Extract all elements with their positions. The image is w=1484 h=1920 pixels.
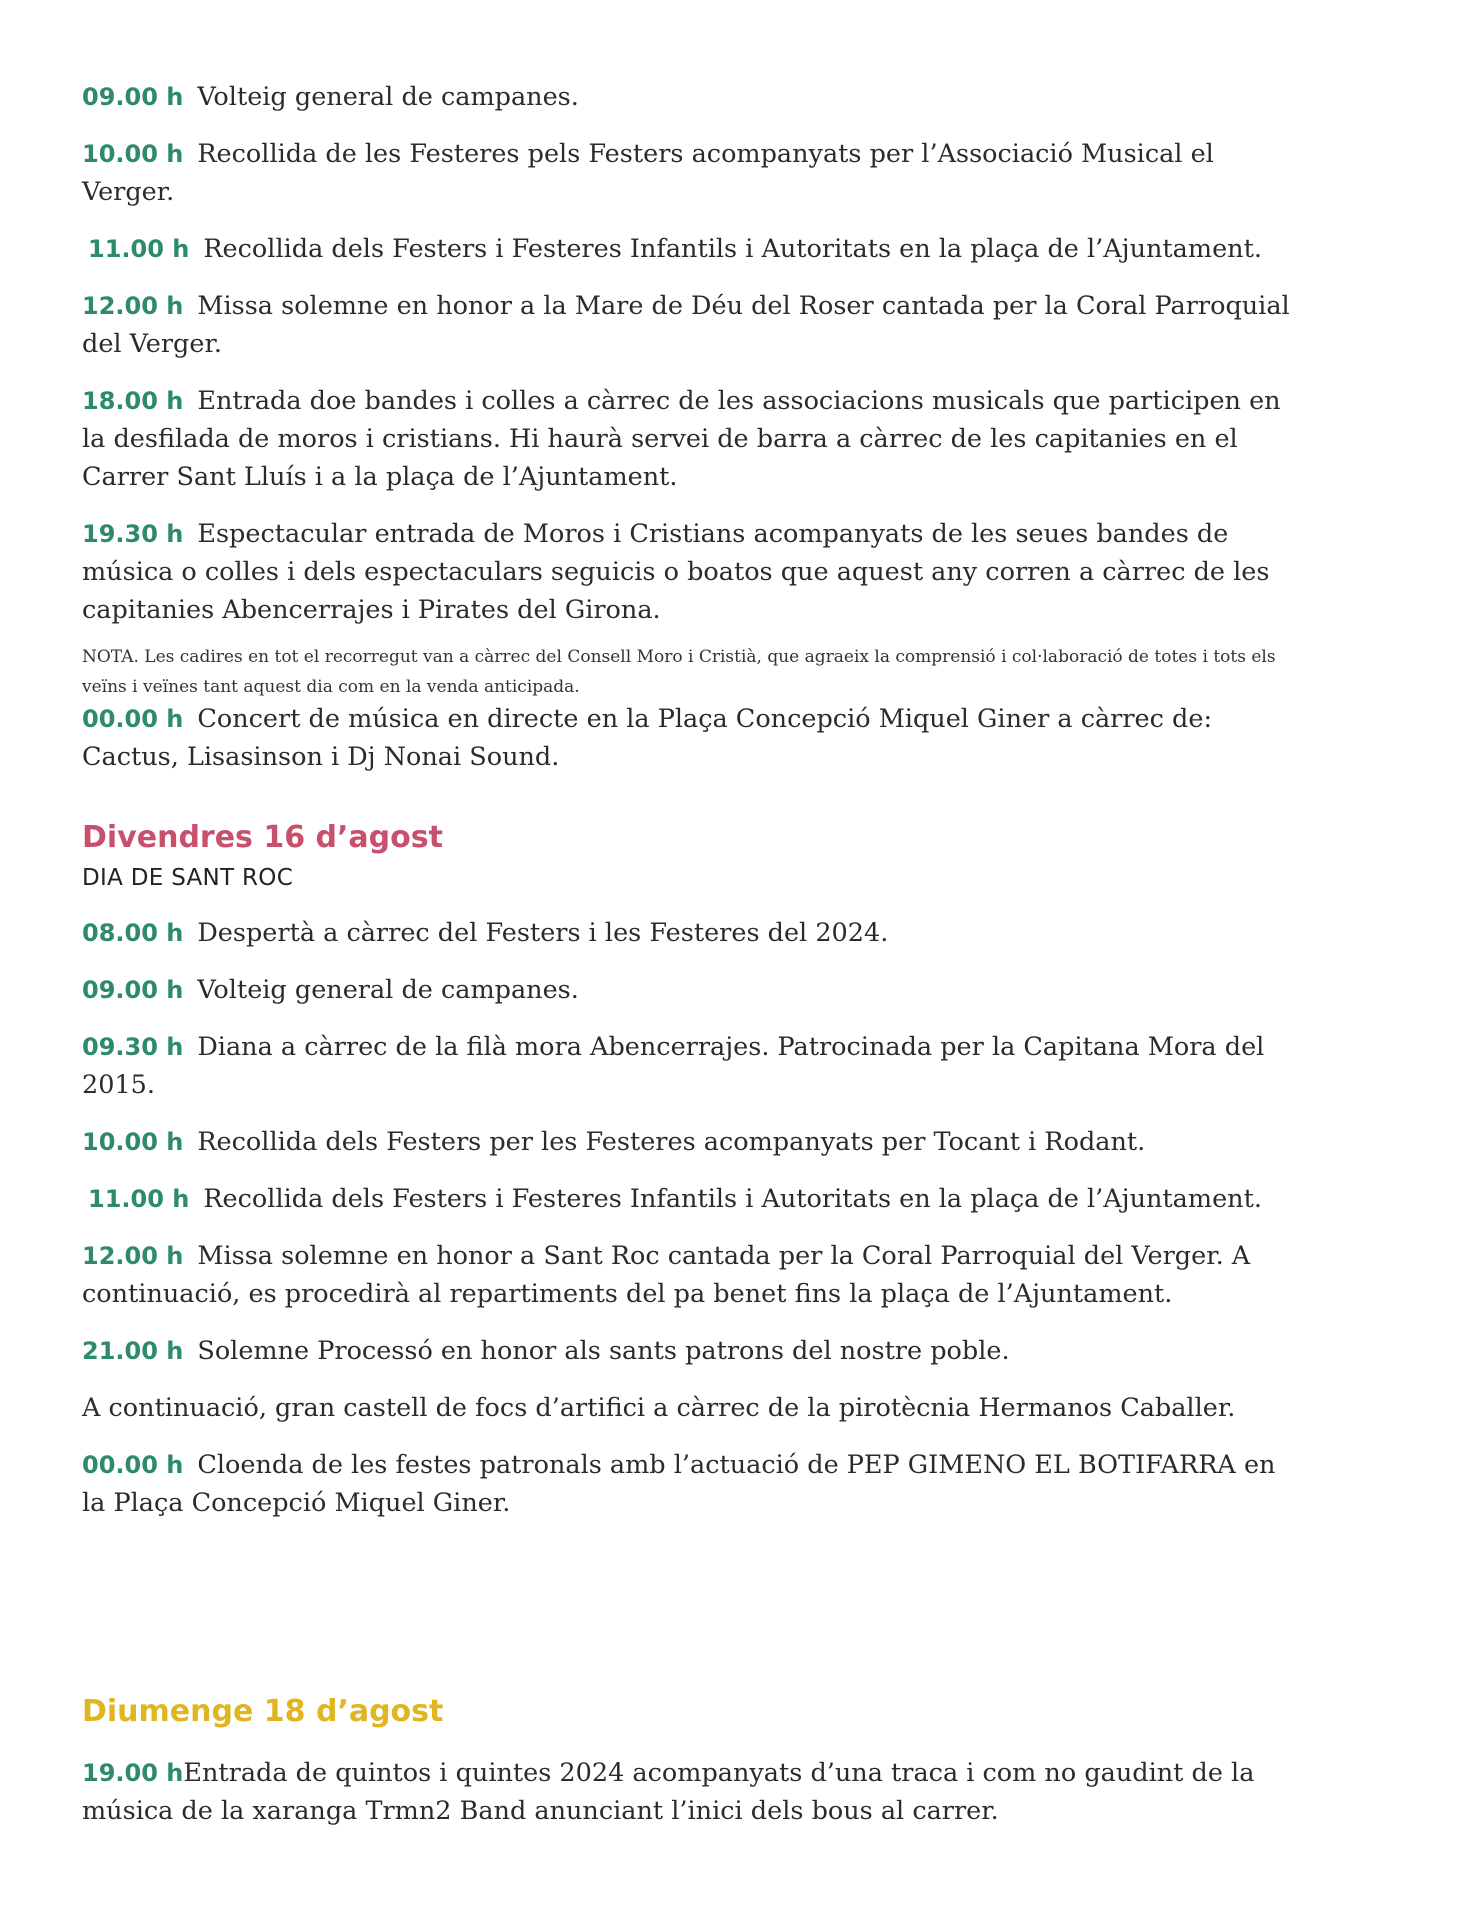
entry-time: 08.00 h bbox=[82, 919, 184, 947]
entry-time: 19.30 h bbox=[82, 520, 184, 548]
day-heading: Diumenge 18 d’agost bbox=[82, 1694, 444, 1729]
schedule-entry bbox=[82, 1446, 1292, 1522]
entry-text: Missa solemne en honor a Sant Roc cantada per la Coral Parroquial del Verger. A continuació, es procedirà al repartiments del pa benet fins la plaça de l’Ajuntament. bbox=[82, 1241, 1251, 1309]
schedule-entry bbox=[82, 382, 1292, 496]
entry-text: Diana a càrrec de la filà mora Abencerrajes. Patrocinada per la Capitana Mora del 2015. bbox=[82, 1032, 1265, 1100]
schedule-entry bbox=[82, 1332, 1292, 1370]
entry-text: Recollida dels Festers i Festeres Infantils i Autoritats en la plaça de l’Ajuntament. bbox=[203, 1184, 1262, 1214]
schedule-entry bbox=[82, 230, 1292, 268]
entry-text: Solemne Processó en honor als sants patrons del nostre poble. bbox=[197, 1336, 1010, 1366]
schedule-entry bbox=[82, 78, 1292, 116]
entry-text: Despertà a càrrec del Festers i les Festeres del 2024. bbox=[197, 918, 889, 948]
schedule-entry bbox=[82, 971, 1292, 1009]
schedule-entry bbox=[82, 700, 1292, 776]
entry-time: 10.00 h bbox=[82, 1128, 184, 1156]
entry-time: 11.00 h bbox=[88, 1185, 190, 1213]
continuation-text: A continuació, gran castell de focs d’artifici a càrrec de la pirotècnia Hermanos Caballer. bbox=[82, 1393, 1236, 1423]
entry-text: Entrada de quintos i quintes 2024 acompanyats d’una traca i com no gaudint de la música de la xaranga Trmn2 Band anunciant l’inici dels bous al carrer. bbox=[82, 1758, 1255, 1826]
entry-text: Espectacular entrada de Moros i Cristians acompanyats de les seues bandes de música o colles i dels espectaculars seguicis o boatos que aquest any corren a càrrec de les capitanies Abencerrajes i Pirates del Girona. bbox=[82, 519, 1270, 625]
entry-text: Entrada doe bandes i colles a càrrec de les associacions musicals que participen en la desfilada de moros i cristians. Hi haurà servei de barra a càrrec de les capitanies en el Carrer Sant Lluís i a la plaça de l’Ajuntament. bbox=[82, 386, 1281, 492]
entry-time: 12.00 h bbox=[82, 292, 184, 320]
entry-time: 09.00 h bbox=[82, 976, 184, 1004]
entry-text: Recollida dels Festers per les Festeres acompanyats per Tocant i Rodant. bbox=[197, 1127, 1146, 1157]
entry-text: Recollida de les Festeres pels Festers acompanyats per l’Associació Musical el Verger. bbox=[82, 139, 1214, 207]
entry-time: 12.00 h bbox=[82, 1242, 184, 1270]
schedule-entry bbox=[82, 1237, 1292, 1313]
entry-time: 00.00 h bbox=[82, 705, 184, 733]
entry-time: 09.00 h bbox=[82, 83, 184, 111]
day3-section bbox=[82, 1692, 1292, 1830]
entry-time: 18.00 h bbox=[82, 387, 184, 415]
entry-time: 10.00 h bbox=[82, 140, 184, 168]
entry-time: 11.00 h bbox=[88, 235, 190, 263]
entry-time: 21.00 h bbox=[82, 1337, 184, 1365]
day-heading: Divendres 16 d’agost bbox=[82, 820, 443, 855]
day2-section bbox=[82, 818, 1292, 1522]
schedule-entry bbox=[82, 914, 1292, 952]
note-text: NOTA. Les cadires en tot el recorregut van a càrrec del Consell Moro i Cristià, que agraeix la comprensió i col·laboració de totes i tots els veïns i veïnes tant aquest dia com en la venda anticipada. bbox=[82, 647, 1276, 697]
schedule-entry bbox=[82, 515, 1292, 629]
schedule-entry bbox=[82, 135, 1292, 211]
entry-text: Volteig general de campanes. bbox=[197, 975, 579, 1005]
entry-text: Cloenda de les festes patronals amb l’actuació de PEP GIMENO EL BOTIFARRA en la Plaça Concepció Miquel Giner. bbox=[82, 1450, 1276, 1518]
schedule-entry bbox=[82, 287, 1292, 363]
schedule-entry bbox=[82, 1123, 1292, 1161]
entry-time: 09.30 h bbox=[82, 1033, 184, 1061]
schedule-entry bbox=[82, 1180, 1292, 1218]
day1-section bbox=[82, 78, 1292, 776]
entry-text: Recollida dels Festers i Festeres Infantils i Autoritats en la plaça de l’Ajuntament. bbox=[203, 234, 1262, 264]
entry-text: Concert de música en directe en la Plaça Concepció Miquel Giner a càrrec de: Cactus, Lisasinson i Dj Nonai Sound. bbox=[82, 704, 1213, 772]
entry-text: Missa solemne en honor a la Mare de Déu del Roser cantada per la Coral Parroquial del Verger. bbox=[82, 291, 1290, 359]
entry-text: Volteig general de campanes. bbox=[197, 82, 579, 112]
entry-time: 19.00 h bbox=[82, 1759, 184, 1787]
entry-time: 00.00 h bbox=[82, 1451, 184, 1479]
program-page bbox=[82, 78, 1292, 1849]
schedule-entry bbox=[82, 1754, 1292, 1830]
schedule-entry bbox=[82, 1028, 1292, 1104]
day-subheading: DIA DE SANT ROC bbox=[82, 865, 294, 891]
